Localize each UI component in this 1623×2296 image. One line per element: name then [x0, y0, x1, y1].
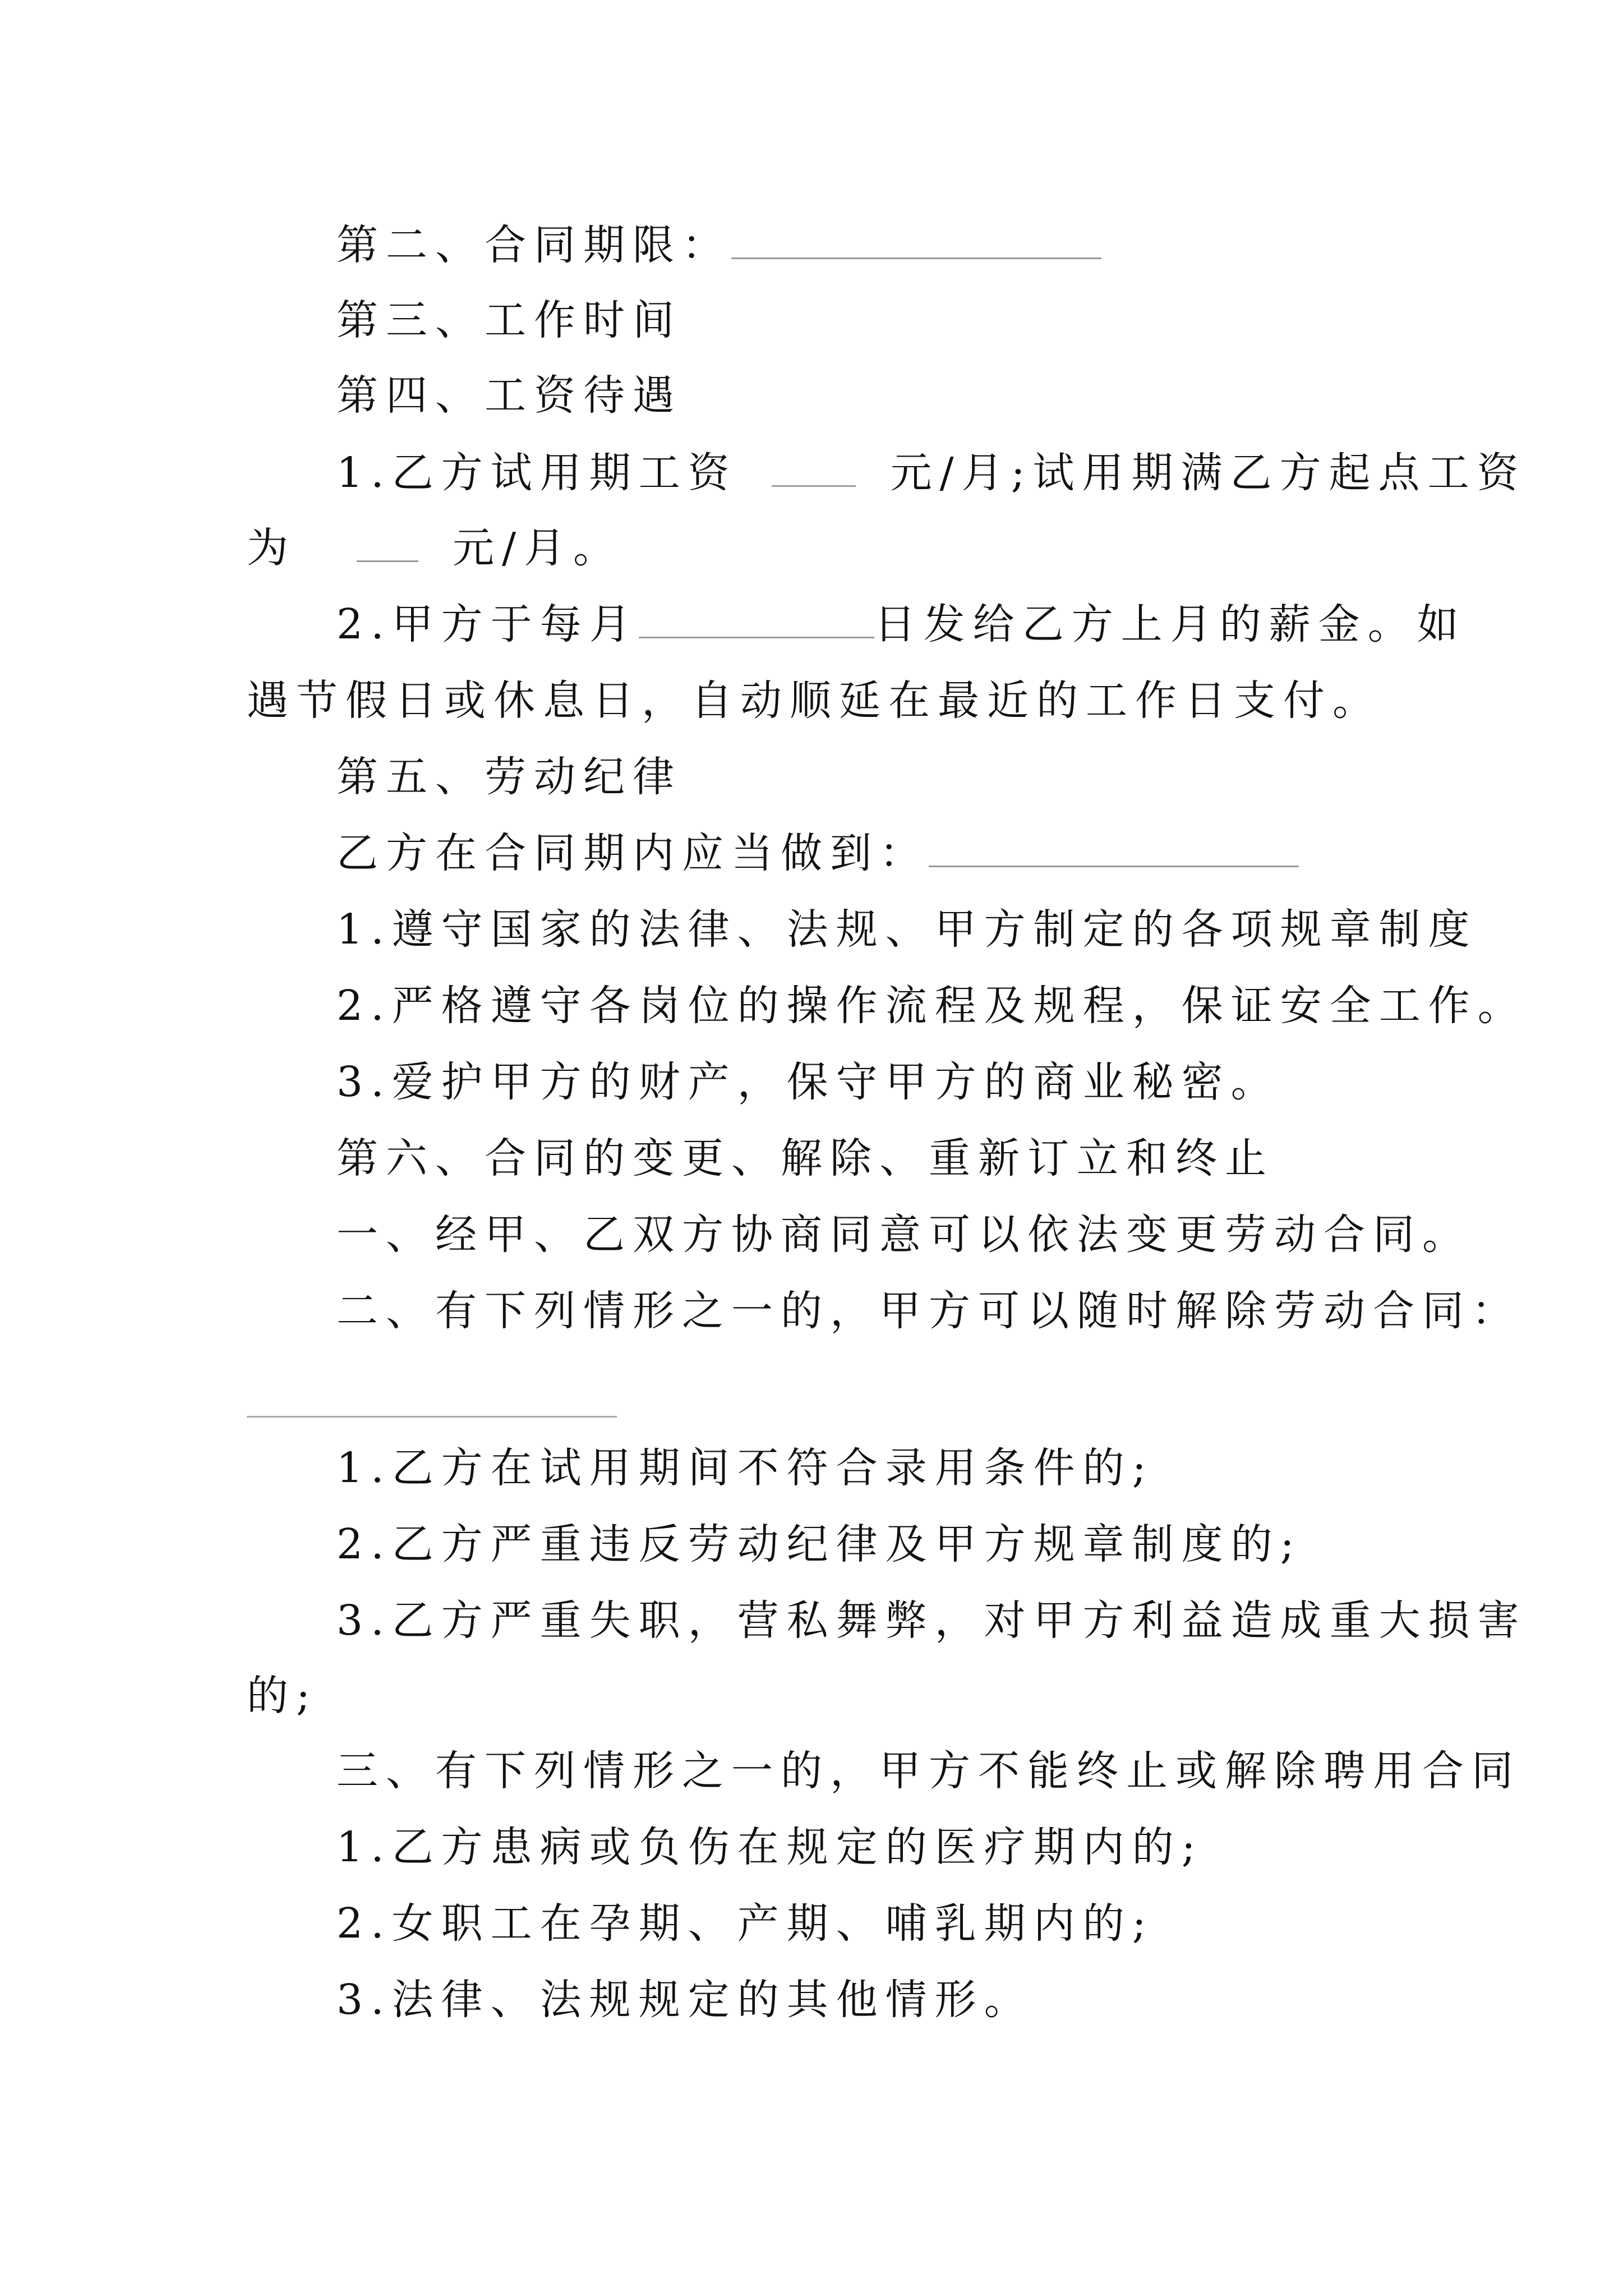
contract-term-label: 第二、合同期限：: [336, 221, 731, 269]
salary-item-1-text-c: 为: [247, 524, 296, 572]
pay-day-blank: [639, 602, 874, 638]
probation-salary-blank: [772, 450, 856, 487]
discipline-heading: 第五、劳动纪律: [336, 753, 682, 801]
change-heading: 第六、合同的变更、解除、重新订立和终止: [336, 1134, 1274, 1182]
change-clause-1: 一、经甲、乙双方协商同意可以依法变更劳动合同。: [336, 1211, 1472, 1259]
salary-item-1-cont: [247, 523, 1391, 573]
starting-salary-blank: [357, 526, 418, 562]
salary-item-2-text-b: 日发给乙方上月的薪金。如: [874, 600, 1467, 648]
salary-item-1-text-a: 1.乙方试用期工资: [336, 449, 737, 497]
discipline-item: 1.遵守国家的法律、法规、甲方制定的各项规章制度: [336, 905, 1478, 954]
protection-item: 2.女职工在孕期、产期、哺乳期内的;: [336, 1899, 1154, 1948]
discipline-intro-text: 乙方在合同期内应当做到：: [336, 829, 929, 877]
salary-item-1-text-b: 元/月;试用期满乙方起点工资: [890, 449, 1527, 497]
discipline-intro-blank: [929, 831, 1299, 867]
salary-item-1-text-d: 元/月。: [453, 524, 623, 572]
change-clause-3: 三、有下列情形之一的，甲方不能终止或解除聘用合同: [336, 1747, 1521, 1795]
salary-item-1: [336, 448, 1527, 498]
salary-heading: 第四、工资待遇: [336, 371, 682, 420]
contract-term-blank: [731, 223, 1101, 259]
dismissal-item-cont: 的;: [247, 1672, 318, 1720]
discipline-intro-line: [336, 828, 1391, 878]
protection-item: 3.法律、法规规定的其他情形。: [336, 1976, 1034, 2024]
salary-item-2-text-a: 2.甲方于每月: [336, 600, 639, 648]
protection-item: 1.乙方患病或负伤在规定的医疗期内的;: [336, 1823, 1204, 1871]
contract-term-line: [336, 220, 1391, 270]
separator-line: [247, 1416, 617, 1418]
salary-item-2: [336, 599, 1467, 650]
discipline-item: 3.爱护甲方的财产，保守甲方的商业秘密。: [336, 1058, 1280, 1106]
work-time-heading: 第三、工作时间: [336, 296, 682, 344]
dismissal-item: 2.乙方严重违反劳动纪律及甲方规章制度的;: [336, 1520, 1302, 1568]
discipline-item: 2.严格遵守各岗位的操作流程及规程，保证安全工作。: [336, 982, 1527, 1030]
dismissal-item: 1.乙方在试用期间不符合录用条件的;: [336, 1444, 1154, 1492]
salary-item-2-cont: 遇节假日或休息日，自动顺延在最近的工作日支付。: [247, 677, 1382, 725]
change-clause-2: 二、有下列情形之一的，甲方可以随时解除劳动合同：: [336, 1287, 1521, 1335]
dismissal-item: 3.乙方严重失职，营私舞弊，对甲方利益造成重大损害: [336, 1596, 1527, 1645]
